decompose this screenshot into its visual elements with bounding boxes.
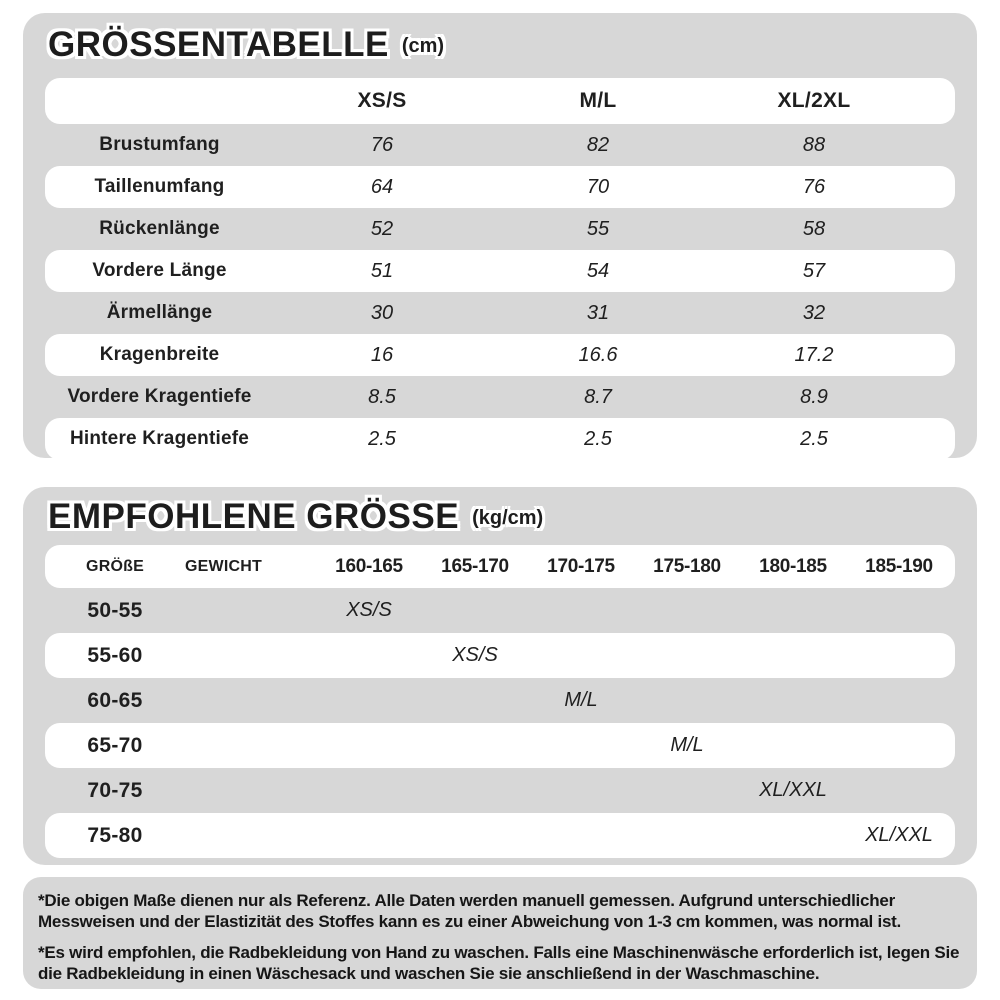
footnote-measurement-disclaimer: *Die obigen Maße dienen nur als Referenz. Alle Daten werden manuell gemessen. Aufgrund unterschiedlicher Messweisen und der Elastizität des Stoffes kann es zu einer Abweichung von 1-3 cm kommen, was normal ist. <box>38 891 902 931</box>
measurement-label: Brustumfang <box>99 134 220 155</box>
weight-range-label: 55-60 <box>87 643 143 667</box>
recommended-size-panel <box>23 487 977 865</box>
measurement-value: 8.7 <box>584 385 612 408</box>
measurement-value: 2.5 <box>584 427 612 450</box>
weight-axis-label: GEWICHT <box>185 557 262 575</box>
measurement-value: 31 <box>586 301 610 324</box>
measurement-row-brustumfang <box>45 124 955 166</box>
size-table-panel <box>23 13 977 458</box>
measurement-value: 55 <box>586 217 610 240</box>
measurement-value: 58 <box>802 217 826 240</box>
size-recommendation: XS/S <box>452 644 498 666</box>
weight-range-label: 75-80 <box>87 823 143 847</box>
measurement-label: Kragenbreite <box>99 344 220 365</box>
measurement-label: Ärmellänge <box>106 302 213 323</box>
weight-range-label: 65-70 <box>87 733 143 757</box>
measurement-row-rueckenlaenge <box>45 208 955 250</box>
measurement-value: 76 <box>802 175 826 198</box>
recommended-size-title <box>48 496 955 543</box>
height-column-header: 185-190 <box>865 555 933 577</box>
measurement-value: 57 <box>802 259 826 282</box>
measurement-row-kragenbreite <box>45 334 955 376</box>
measurement-value: 8.9 <box>800 385 828 408</box>
size-table-title-text: GRÖSSENTABELLE <box>48 25 389 64</box>
weight-row-55-60 <box>45 633 955 678</box>
height-column-header: 165-170 <box>441 555 509 577</box>
size-recommendation: XL/XXL <box>865 824 933 846</box>
measurement-label: Rückenlänge <box>99 218 220 239</box>
weight-row-60-65 <box>45 678 955 723</box>
weight-row-70-75 <box>45 768 955 813</box>
size-table-title <box>48 23 955 72</box>
measurement-row-taillenumfang <box>45 166 955 208</box>
weight-range-label: 70-75 <box>87 778 143 802</box>
measurement-value: 54 <box>586 259 610 282</box>
measurement-value: 16 <box>370 343 394 366</box>
height-column-header: 160-165 <box>335 555 403 577</box>
measurement-value: 8.5 <box>368 385 396 408</box>
footnote-washing-instructions: *Es wird empfohlen, die Radbekleidung von Hand zu waschen. Falls eine Maschinenwäsche erforderlich ist, legen Sie die Radbekleidung in einen Wäschesack und waschen Sie sie anschließend in der Waschmaschine. <box>38 943 960 983</box>
weight-row-75-80 <box>45 813 955 858</box>
column-header-xs-s: XS/S <box>357 89 407 112</box>
size-recommendation: XL/XXL <box>759 779 827 801</box>
column-header-m-l: M/L <box>579 89 617 112</box>
size-recommendation: M/L <box>564 689 598 711</box>
recommended-size-title-text: EMPFOHLENE GRÖSSE <box>48 497 460 536</box>
measurement-label: Hintere Kragentiefe <box>69 428 250 449</box>
measurement-value: 17.2 <box>794 343 834 366</box>
measurement-value: 52 <box>370 217 394 240</box>
measurement-row-vordere-laenge <box>45 250 955 292</box>
measurement-value: 51 <box>370 259 394 282</box>
measurement-value: 64 <box>370 175 394 198</box>
size-recommendation: XS/S <box>346 599 392 621</box>
measurement-value: 32 <box>802 301 826 324</box>
weight-row-50-55 <box>45 588 955 633</box>
height-column-header: 180-185 <box>759 555 827 577</box>
measurement-value: 76 <box>370 133 394 156</box>
size-axis-label: GRÖßE <box>86 557 144 575</box>
measurement-label: Vordere Kragentiefe <box>67 386 252 407</box>
weight-row-65-70 <box>45 723 955 768</box>
measurement-value: 88 <box>802 133 826 156</box>
measurement-row-vordere-kragentiefe <box>45 376 955 418</box>
recommended-size-unit: (kg/cm) <box>472 507 544 529</box>
measurement-label: Vordere Länge <box>92 260 227 281</box>
measurement-value: 2.5 <box>368 427 396 450</box>
measurement-value: 30 <box>370 301 394 324</box>
measurement-label: Taillenumfang <box>94 176 225 197</box>
measurement-row-aermellaenge <box>45 292 955 334</box>
measurement-value: 2.5 <box>800 427 828 450</box>
measurement-row-hintere-kragentiefe <box>45 418 955 460</box>
measurement-value: 16.6 <box>578 343 618 366</box>
weight-range-label: 50-55 <box>87 598 143 622</box>
footnotes-panel <box>23 877 977 989</box>
height-column-header: 175-180 <box>653 555 721 577</box>
measurement-value: 82 <box>586 133 610 156</box>
size-recommendation: M/L <box>670 734 704 756</box>
size-table-unit: (cm) <box>401 35 445 57</box>
height-column-header: 170-175 <box>547 555 615 577</box>
weight-range-label: 60-65 <box>87 688 143 712</box>
measurement-value: 70 <box>586 175 610 198</box>
recommended-header-row <box>45 545 955 588</box>
size-table-header-row <box>45 78 955 124</box>
column-header-xl-2xl: XL/2XL <box>777 89 851 112</box>
